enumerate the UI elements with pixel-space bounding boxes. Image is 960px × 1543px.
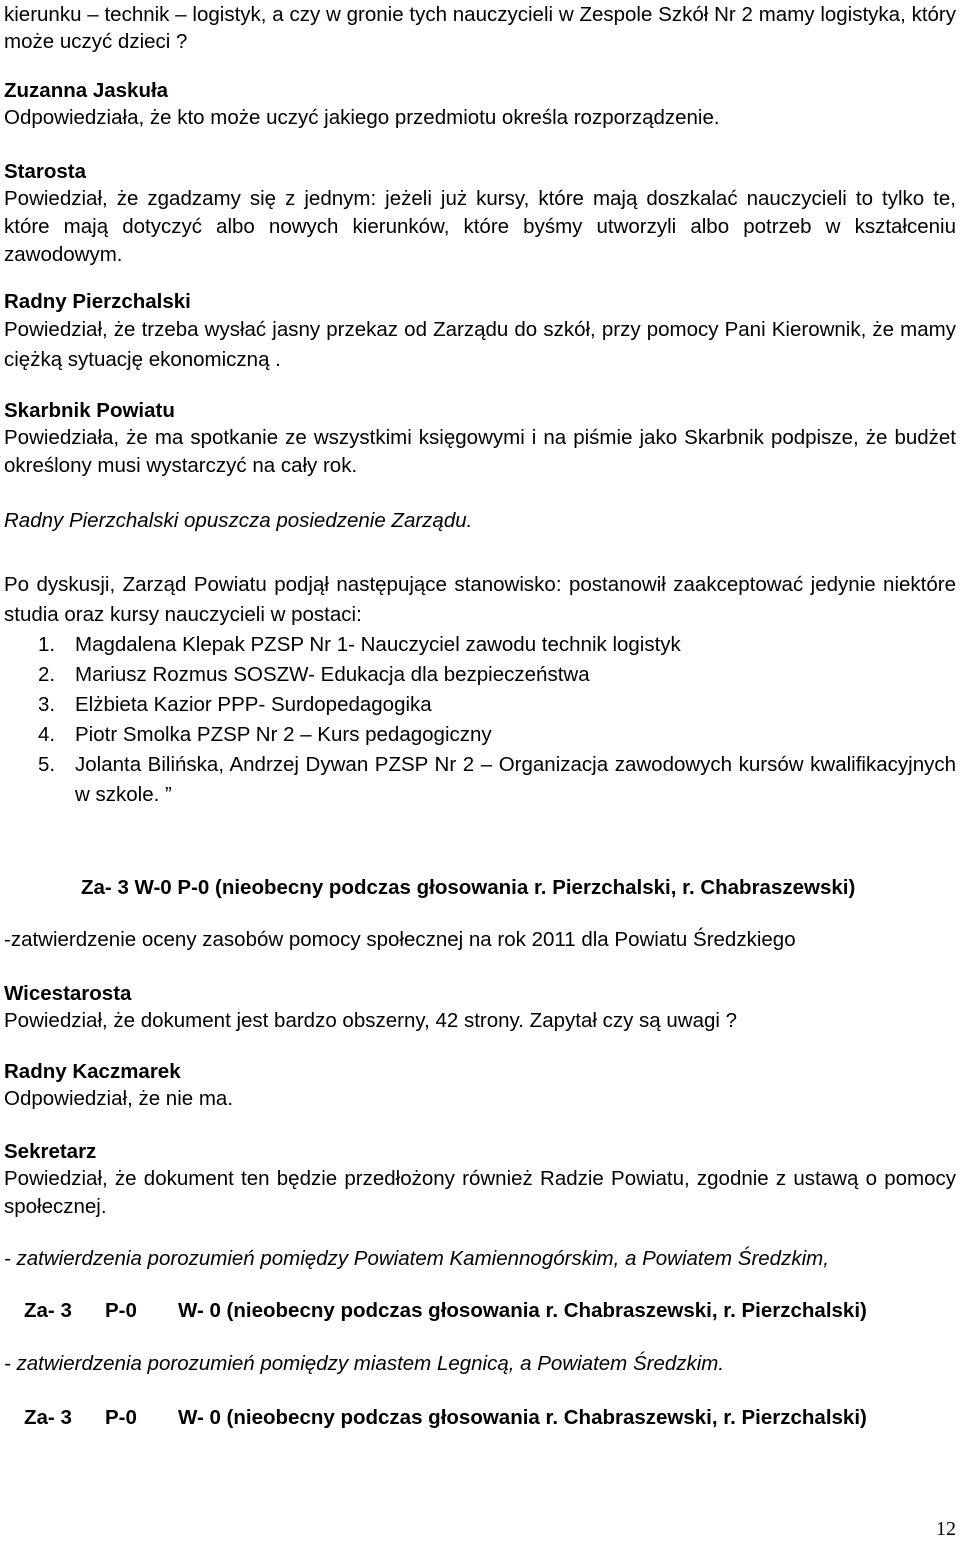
entry-pierzchalski [4, 288, 956, 375]
vote-w: W- 0 (nieobecny podczas głosowania r. Chabraszewski, r. Pierzchalski) [178, 1406, 867, 1429]
entry-skarbnik [4, 397, 956, 480]
speaker-text: Odpowiedziała, że kto może uczyć jakiego przedmiotu określa rozporządzenie. [4, 106, 720, 129]
vote-p: P-0 [105, 1406, 137, 1429]
vote-za: Za- 3 [24, 1299, 72, 1322]
speaker-text: Powiedział, że dokument ten będzie przedłożony również Radzie Powiatu, zgodnie z ustawą o pomocy społecznej. [4, 1167, 956, 1218]
vote-result: Za- 3 W-0 P-0 (nieobecny podczas głosowania r. Pierzchalski, r. Chabraszewski) [81, 876, 856, 899]
speaker-name: Skarbnik Powiatu [4, 399, 175, 422]
entry-kaczmarek [4, 1058, 956, 1112]
entry-jaskula [4, 77, 956, 131]
vote-w: W- 0 (nieobecny podczas głosowania r. Chabraszewski, r. Pierzchalski) [178, 1299, 867, 1322]
approval-line: -zatwierdzenie oceny zasobów pomocy społecznej na rok 2011 dla Powiatu Średzkiego [4, 928, 796, 951]
list-item: 2. Mariusz Rozmus SOSZW- Edukacja dla bezpieczeństwa [38, 663, 590, 686]
page-number: 12 [936, 1518, 956, 1540]
speaker-text: Powiedział, że zgadzamy się z jednym: jeżeli już kursy, które mają doszkalać nauczycieli to tylko te, które mają dotyczyć albo nowych kierunków, które byśmy utworzyli albo potrzeb w kształceniu zawodowym. [4, 187, 956, 266]
speaker-text: Powiedziała, że ma spotkanie ze wszystkimi księgowymi i na piśmie jako Skarbnik podpisze, że budżet określony musi wystarczyć na cały rok. [4, 426, 956, 477]
speaker-text: Powiedział, że trzeba wysłać jasny przekaz od Zarządu do szkół, przy pomocy Pani Kierownik, że mamy ciężką sytuację ekonomiczną . [4, 318, 956, 371]
speaker-name: Radny Kaczmarek [4, 1060, 181, 1083]
agreement-line: - zatwierdzenia porozumień pomiędzy miastem Legnicą, a Powiatem Średzkim. [4, 1352, 725, 1375]
speaker-text: Odpowiedział, że nie ma. [4, 1087, 234, 1110]
speaker-name: Wicestarosta [4, 982, 132, 1005]
leave-note: Radny Pierzchalski opuszcza posiedzenie Zarządu. [4, 509, 473, 532]
decision-paragraph: Po dyskusji, Zarząd Powiatu podjął następujące stanowisko: postanowił zaakceptować jedynie niektóre studia oraz kursy nauczycieli w postaci: [4, 573, 956, 626]
speaker-name: Radny Pierzchalski [4, 290, 191, 313]
speaker-name: Zuzanna Jaskuła [4, 79, 169, 102]
speaker-name: Starosta [4, 160, 87, 183]
speaker-text: Powiedział, że dokument jest bardzo obszerny, 42 strony. Zapytał czy są uwagi ? [4, 1009, 738, 1032]
speaker-name: Sekretarz [4, 1140, 97, 1163]
vote-za: Za- 3 [24, 1406, 72, 1429]
list-item: 1. Magdalena Klepak PZSP Nr 1- Nauczyciel zawodu technik logistyk [38, 633, 681, 656]
entry-wicestarosta [4, 980, 956, 1034]
agreement-line: - zatwierdzenia porozumień pomiędzy Powiatem Kamiennogórskim, a Powiatem Średzkim, [4, 1247, 829, 1270]
list-item: 4. Piotr Smolka PZSP Nr 2 – Kurs pedagogiczny [38, 723, 492, 746]
entry-starosta [4, 158, 956, 269]
courses-list [4, 630, 956, 810]
entry-sekretarz [4, 1138, 956, 1221]
vote-p: P-0 [105, 1299, 137, 1322]
list-item: 5. Jolanta Bilińska, Andrzej Dywan PZSP Nr 2 – Organizacja zawodowych kursów kwalifikacyjnych w szkole. ” [38, 753, 956, 806]
list-item: 3. Elżbieta Kazior PPP- Surdopedagogika [38, 693, 432, 716]
intro-paragraph: kierunku – technik – logistyk, a czy w gronie tych nauczycieli w Zespole Szkół Nr 2 mamy logistyka, który może uczyć dzieci ? [4, 3, 956, 53]
